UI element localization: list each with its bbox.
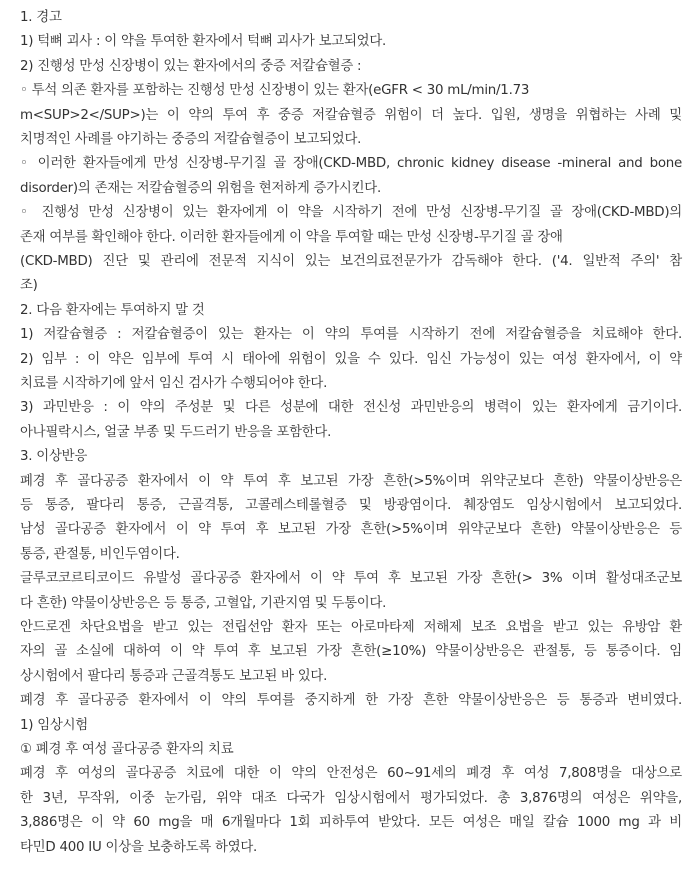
text-line: 타민D 400 IU 이상을 보충하도록 하였다. [20,839,258,855]
text-line: 폐경 후 골다공증 환자에서 이 약 투여 후 보고된 가장 흔한(>5%이며 위약군보다 흔한) 약물이상반응은 [20,473,682,489]
text-line: 남성 골다공증 환자에서 이 약 투여 후 보고된 가장 흔한(>5%이며 위약군보다 흔한) 약물이상반응은 등 [20,522,682,538]
text-line: 통증, 관절통, 비인두염이다. [20,546,180,562]
text-line: 아나필락시스, 얼굴 부종 및 두드러기 반응을 포함한다. [20,424,332,440]
text-line: (CKD-MBD) 진단 및 관리에 전문적 지식이 있는 보건의료전문가가 감독해야 한다. ('4. 일반적 주의' 참 [20,254,682,269]
text-line: 글루코코르티코이드 유발성 골다공증 환자에서 이 약 투여 후 보고된 가장 흔한(> 3% 이며 활성대조군보 [20,571,682,587]
text-line: 1) 임상시험 [20,717,88,733]
text-line: ◦ 이러한 환자들에게 만성 신장병-무기질 골 장애(CKD-MBD, chronic kidney disease -mineral and bone [20,156,682,172]
text-line: 자의 골 소실에 대하여 이 약 투여 후 보고된 가장 흔한(≥10%) 약물이상반응은 관절통, 등 통증이다. 임 [20,644,682,660]
text-line: ① 폐경 후 여성 골다공증 환자의 치료 [20,742,234,757]
text-line: 1) 턱뼈 괴사 : 이 약을 투여한 환자에서 턱뼈 괴사가 보고되었다. [20,34,387,50]
text-line: 2) 임부 : 이 약은 임부에 투여 시 태아에 위험이 있을 수 있다. 임신 가능성이 있는 여성 환자에서, 이 약 [20,351,682,367]
text-line: 조) [20,278,38,294]
text-line: 등 통증, 팔다리 통증, 근골격통, 고콜레스테롤혈증 및 방광염이다. 췌장염도 임상시험에서 보고되었다. [20,498,682,513]
text-line: 다 흔한) 약물이상반응은 등 통증, 고혈압, 기관지염 및 두통이다. [20,595,387,611]
text-line: ◦ 진행성 만성 신장병이 있는 환자에게 이 약을 시작하기 전에 만성 신장병-무기질 골 장애(CKD-MBD)의 [20,205,682,221]
text-line: 1. 경고 [20,10,62,25]
text-line: 치명적인 사례를 야기하는 중증의 저칼슘혈증이 보고되었다. [20,132,362,147]
text-line: 3) 과민반응 : 이 약의 주성분 및 다른 성분에 대한 전신성 과민반응의 병력이 있는 환자에게 금기이다. [20,400,682,416]
text-line: 안드로겐 차단요법을 받고 있는 전립선암 환자 또는 아로마타제 저해제 보조 요법을 받고 있는 유방암 환 [20,620,682,635]
text-line: ◦ 투석 의존 환자를 포함하는 진행성 만성 신장병이 있는 환자(eGFR < 30 mL/min/1.73 [20,83,530,99]
text-line: 폐경 후 골다공증 환자에서 이 약의 투여를 중지하게 한 가장 흔한 약물이상반응은 등 통증과 변비였다. [20,693,682,709]
text-line: m<SUP>2</SUP>)는 이 약의 투여 후 중증 저칼슘혈증 위험이 더 높다. 입원, 생명을 위협하는 사례 및 [20,107,682,123]
text-line: 2) 진행성 만성 신장병이 있는 환자에서의 중증 저칼슘혈증 : [20,58,362,74]
text-line: 3,886명은 이 약 60 mg을 매 6개월마다 1회 피하투여 받았다. 모든 여성은 매일 칼슘 1000 mg 과 비 [20,815,682,831]
text-line: 치료를 시작하기에 앞서 임신 검사가 수행되어야 한다. [20,376,328,391]
text-line: 2. 다음 환자에는 투여하지 말 것 [20,302,205,318]
text-line: 한 3년, 무작위, 이중 눈가림, 위약 대조 다국가 임상시험에서 평가되었다. 총 3,876명의 여성은 위약을, [20,790,682,806]
text-line: 존재 여부를 확인해야 한다. 이러한 환자들에게 이 약을 투여할 때는 만성 신장병-무기질 골 장애 [20,229,563,245]
text-line: 1) 저칼슘혈증 : 저칼슘혈증이 있는 환자는 이 약의 투여를 시작하기 전에 저칼슘혈증을 치료해야 한다. [20,327,682,343]
text-line: disorder)의 존재는 저칼슘혈증의 위험을 현저하게 증가시킨다. [20,180,381,196]
text-line: 폐경 후 여성의 골다공증 치료에 대한 이 약의 안전성은 60~91세의 폐경 후 여성 7,808명을 대상으로 [20,766,682,782]
text-line: 3. 이상반응 [20,449,88,465]
text-line: 상시험에서 팔다리 통증과 근골격통도 보고된 바 있다. [20,668,328,684]
